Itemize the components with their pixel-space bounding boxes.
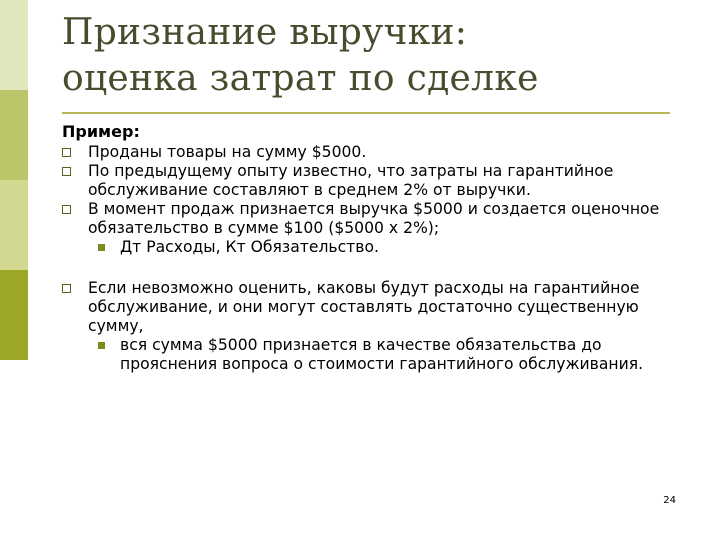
strip-block xyxy=(0,270,28,360)
filled-square-icon xyxy=(98,342,105,349)
sub-list-item-text: вся сумма $5000 признается в качестве обязательства до прояснения вопроса о стоимости гарантийного обслуживания. xyxy=(120,336,644,373)
sub-list xyxy=(88,336,672,374)
sub-list-item xyxy=(88,336,672,374)
hollow-square-icon xyxy=(62,284,71,293)
strip-block xyxy=(0,90,28,180)
list-item xyxy=(62,200,672,257)
sub-list xyxy=(88,238,672,257)
strip-block xyxy=(0,180,28,270)
list-item xyxy=(62,162,672,200)
slide-title xyxy=(62,10,682,102)
hollow-square-icon xyxy=(62,148,71,157)
side-decoration-strip xyxy=(0,0,28,540)
filled-square-icon xyxy=(98,244,105,251)
example-heading: Пример: xyxy=(62,122,140,141)
slide-title-line-2: оценка затрат по сделке xyxy=(62,58,539,99)
page-number: 24 xyxy=(663,495,676,506)
hollow-square-icon xyxy=(62,167,71,176)
slide-title-line-1: Признание выручки: xyxy=(62,12,468,53)
list-item-text: Проданы товары на сумму $5000. xyxy=(88,143,367,161)
strip-block xyxy=(0,360,28,540)
strip-block xyxy=(0,0,28,90)
slide-body xyxy=(62,122,672,374)
list-item-text: По предыдущему опыту известно, что затраты на гарантийное обслуживание составляют в среднем 2% от выручки. xyxy=(88,162,614,199)
sub-list-item xyxy=(88,238,672,257)
list-item-text: В момент продаж признается выручка $5000 и создается оценочное обязательство в сумме $100 ($5000 х 2%); xyxy=(88,200,660,237)
hollow-square-icon xyxy=(62,205,71,214)
list-item xyxy=(62,143,672,162)
list-item xyxy=(62,279,672,374)
title-divider xyxy=(62,112,670,114)
sub-list-item-text: Дт Расходы, Кт Обязательство. xyxy=(120,238,379,256)
bullet-list xyxy=(62,143,672,374)
list-item-text: Если невозможно оценить, каковы будут расходы на гарантийное обслуживание, и они могут составлять достаточно существенную сумму, xyxy=(88,279,640,335)
